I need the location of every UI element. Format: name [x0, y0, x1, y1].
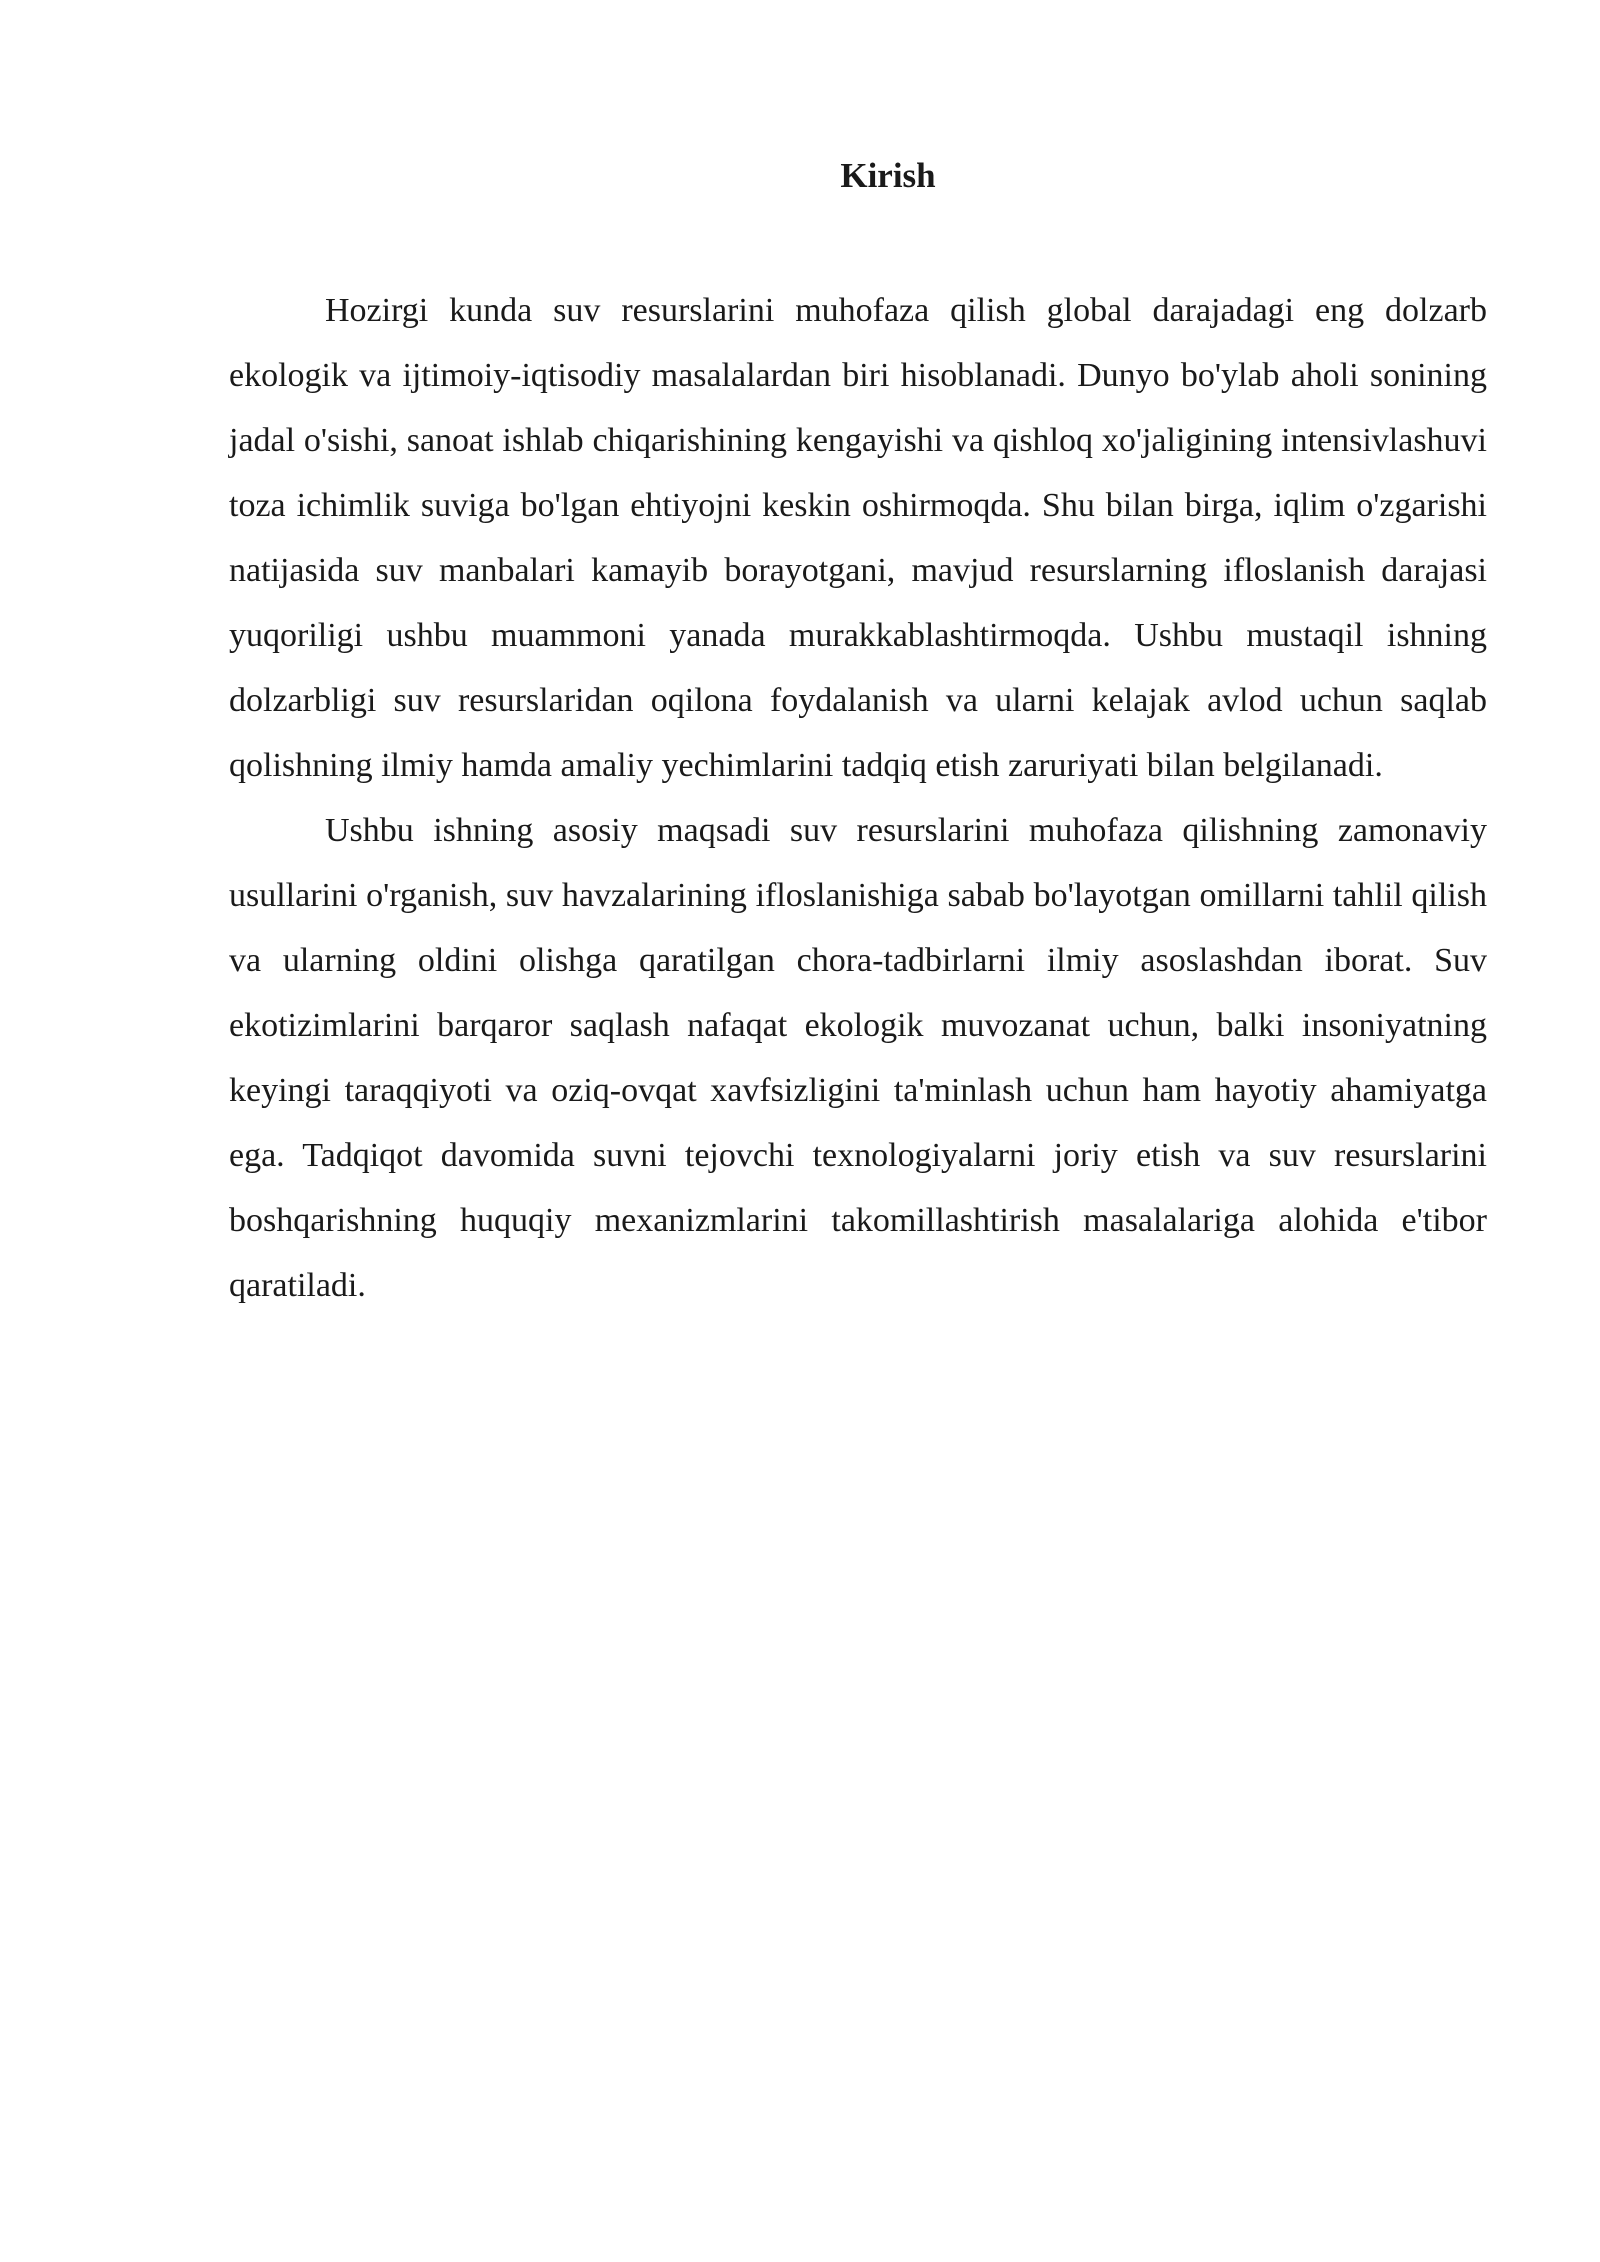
paragraph-intro: Hozirgi kunda suv resurslarini muhofaza qilish global darajadagi eng dolzarb ekologik va ijtimoiy-iqtisodiy masalalardan biri hisoblanadi. Dunyo bo'ylab aholi sonining jadal o'sishi, sanoat ishlab chiqarishining kengayishi va qishloq xo'jaligining intensivlashuvi toza ichimlik suviga bo'lgan ehtiyojni keskin oshirmoqda. Shu bilan birga, iqlim o'zgarishi natijasida suv manbalari kamayib borayotgani, mavjud resurslarning ifloslanish darajasi yuqoriligi ushbu muammoni yanada murakkablashtirmoqda. Ushbu mustaqil ishning dolzarbligi suv resurslaridan oqilona foydalanish va ularni kelajak avlod uchun saqlab qolishning ilmiy hamda amaliy yechimlarini tadqiq etish zaruriyati bilan belgilanadi.: [229, 292, 1487, 784]
document-body: [229, 150, 1487, 1318]
page-title: Kirish: [840, 156, 936, 195]
paragraph-purpose: Ushbu ishning asosiy maqsadi suv resurslarini muhofaza qilishning zamonaviy usullarini o'rganish, suv havzalarining ifloslanishiga sabab bo'layotgan omillarni tahlil qilish va ularning oldini olishga qaratilgan chora-tadbirlarni ilmiy asoslashdan iborat. Suv ekotizimlarini barqaror saqlash nafaqat ekologik muvozanat uchun, balki insoniyatning keyingi taraqqiyoti va oziq-ovqat xavfsizligini ta'minlash uchun ham hayotiy ahamiyatga ega. Tadqiqot davomida suvni tejovchi texnologiyalarni joriy etish va suv resurslarini boshqarishning huquqiy mexanizmlarini takomillashtirish masalalariga alohida e'tibor qaratiladi.: [229, 812, 1487, 1304]
